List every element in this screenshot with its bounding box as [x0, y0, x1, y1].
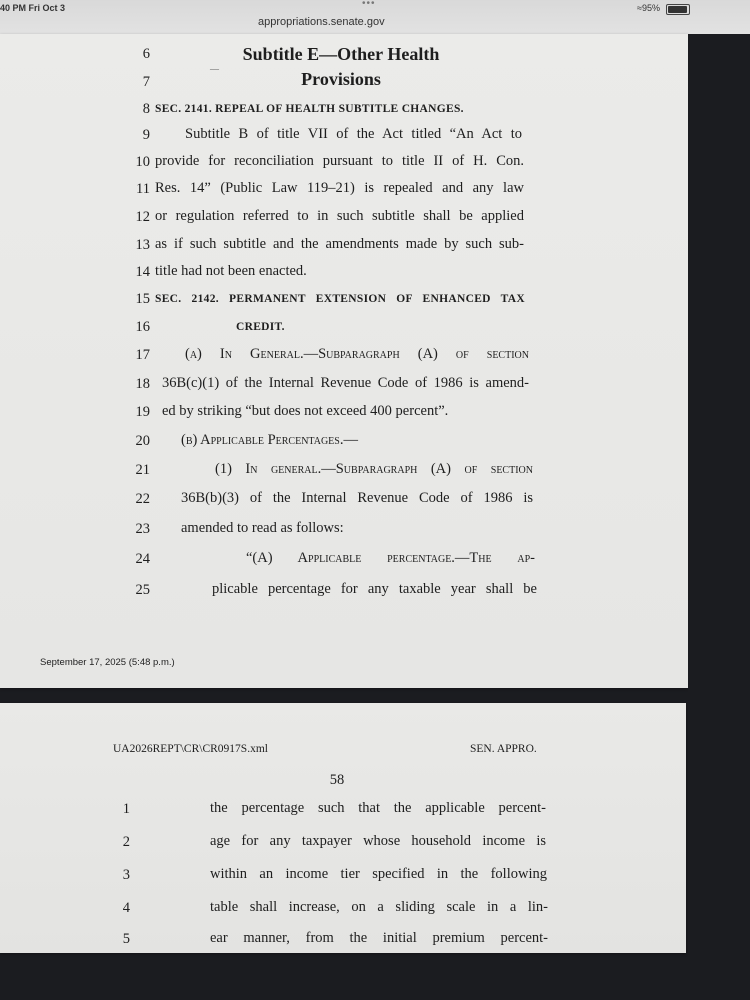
text-line: as if such subtitle and the amendments made by such sub- — [155, 236, 524, 252]
battery-percent: 95% — [641, 3, 660, 13]
line-number: 6 — [142, 46, 150, 62]
text-line: Subtitle B of title VII of the Act titled “An Act to — [185, 126, 522, 142]
status-time: 40 PM Fri Oct 3 — [0, 3, 66, 13]
text-line: ed by striking “but does not exceed 400 percent”. — [162, 403, 449, 419]
line-number: 16 — [135, 319, 150, 335]
line-number: 7 — [142, 74, 150, 90]
line-number: 8 — [142, 101, 150, 117]
battery-fill — [668, 6, 687, 13]
wifi-icon: ≈ — [637, 3, 642, 13]
browser-status-bar — [0, 0, 750, 34]
section-heading: SEC. 2141. REPEAL OF HEALTH SUBTITLE CHANGES. — [155, 103, 464, 115]
line-number: 4 — [122, 900, 130, 916]
address-bar-url[interactable]: appropriations.senate.gov — [258, 16, 385, 28]
text-line: provide for reconciliation pursuant to title II of H. Con. — [155, 153, 524, 169]
text-line: (a) In General.—Subparagraph (A) of section — [185, 346, 529, 362]
line-number: 17 — [135, 347, 150, 363]
text-line: within an income tier specified in the following — [210, 866, 547, 882]
file-path-header: UA2026REPT\CR\CR0917S.xml — [113, 743, 268, 755]
document-page-57 — [0, 34, 688, 688]
text-line: Res. 14” (Public Law 119–21) is repealed and any law — [155, 180, 524, 196]
more-options-icon[interactable]: ••• — [362, 0, 376, 9]
line-number: 10 — [135, 154, 150, 170]
line-number: 25 — [135, 582, 150, 598]
battery-icon — [666, 4, 690, 15]
committee-header: SEN. APPRO. — [470, 743, 537, 755]
text-line: age for any taxpayer whose household income is — [210, 833, 546, 849]
text-line: title had not been enacted. — [155, 263, 307, 279]
subtitle-heading: Subtitle E—Other Health — [242, 44, 440, 64]
line-number: 21 — [135, 462, 150, 478]
text-line: plicable percentage for any taxable year shall be — [212, 581, 537, 597]
line-number: 11 — [136, 181, 150, 197]
text-line: (b) Applicable Percentages.— — [181, 432, 358, 448]
line-number: 1 — [122, 801, 130, 817]
line-number: 9 — [142, 127, 150, 143]
line-number: 13 — [135, 237, 150, 253]
text-line: 36B(c)(1) of the Internal Revenue Code of 1986 is amend- — [162, 375, 529, 391]
line-number: 12 — [135, 209, 150, 225]
line-number: 15 — [135, 291, 150, 307]
line-number: 2 — [122, 834, 130, 850]
subtitle-heading-cont: Provisions — [301, 69, 381, 89]
line-number: 24 — [135, 551, 150, 567]
text-line: “(A) Applicable percentage.—The ap- — [246, 550, 535, 566]
text-line: ear manner, from the initial premium percent- — [210, 930, 548, 946]
line-number: 19 — [135, 404, 150, 420]
text-line: (1) In general.—Subparagraph (A) of section — [215, 461, 533, 477]
line-number: 18 — [135, 376, 150, 392]
line-number: 3 — [122, 867, 130, 883]
line-number: 14 — [135, 264, 150, 280]
line-number: 22 — [135, 491, 150, 507]
text-line: amended to read as follows: — [181, 520, 344, 536]
section-heading-cont: CREDIT. — [236, 321, 285, 333]
screen-bezel — [688, 34, 750, 1000]
text-line: table shall increase, on a sliding scale in a lin- — [210, 899, 548, 915]
line-number: 20 — [135, 433, 150, 449]
document-page-58 — [0, 703, 686, 953]
section-heading: SEC. 2142. PERMANENT EXTENSION OF ENHANCED TAX — [155, 293, 525, 305]
text-line: 36B(b)(3) of the Internal Revenue Code of 1986 is — [181, 490, 533, 506]
page-number: 58 — [329, 772, 345, 788]
line-number: 23 — [135, 521, 150, 537]
line-number: 5 — [122, 931, 130, 947]
text-line: the percentage such that the applicable percent- — [210, 800, 546, 816]
text-line: or regulation referred to in such subtitle shall be applied — [155, 208, 524, 224]
clipped-heading-fragment: — — [210, 64, 220, 74]
document-date-footer: September 17, 2025 (5:48 p.m.) — [40, 657, 175, 668]
